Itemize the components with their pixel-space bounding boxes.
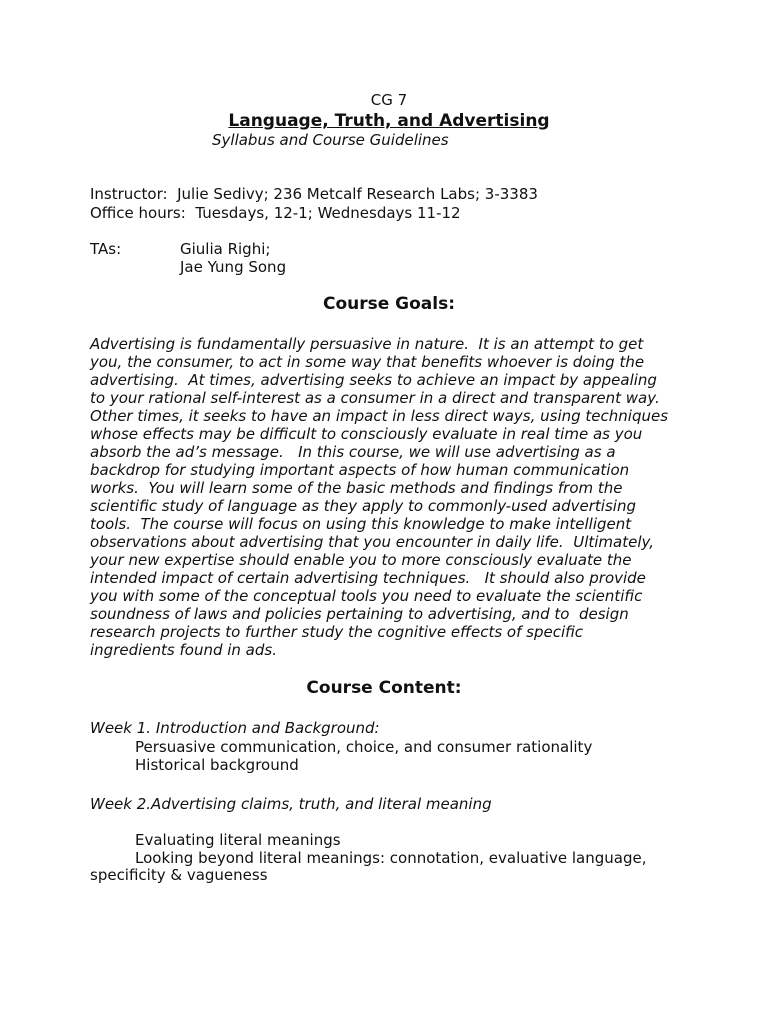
paragraph-line: you, the consumer, to act in some way that benefits whoever is doing the bbox=[90, 353, 645, 371]
paragraph-line: Other times, it seeks to have an impact in less direct ways, using techniques bbox=[90, 407, 669, 425]
week-2-item: Looking beyond literal meanings: connotation, evaluative language, bbox=[135, 849, 647, 867]
week-2-item: Evaluating literal meanings bbox=[135, 831, 341, 849]
course-goals-heading: Course Goals: bbox=[322, 294, 456, 314]
paragraph-line: your new expertise should enable you to more consciously evaluate the bbox=[90, 551, 632, 569]
instructor-label: Instructor: bbox=[90, 185, 168, 203]
paragraph-line: intended impact of certain advertising techniques. It should also provide bbox=[90, 569, 646, 587]
paragraph-line: ingredients found in ads. bbox=[90, 641, 277, 659]
instructor-line bbox=[90, 185, 538, 203]
ta-name: Jae Yung Song bbox=[180, 258, 287, 276]
week-1-title: Week 1. Introduction and Background: bbox=[90, 719, 380, 737]
paragraph-line: backdrop for studying important aspects of how human communication bbox=[90, 461, 630, 479]
paragraph-line: tools. The course will focus on using this knowledge to make intelligent bbox=[90, 515, 632, 533]
paragraph-line: research projects to further study the cognitive effects of specific bbox=[90, 623, 584, 641]
office-hours-line bbox=[90, 204, 461, 222]
paragraph-line: observations about advertising that you encounter in daily life. Ultimately, bbox=[90, 533, 654, 551]
paragraph-line: scientific study of language as they apply to commonly-used advertising bbox=[90, 497, 636, 515]
week-1-item: Historical background bbox=[135, 756, 299, 774]
course-goals-paragraph bbox=[90, 335, 690, 659]
course-content-heading: Course Content: bbox=[306, 678, 462, 698]
paragraph-line: to your rational self-interest as a consumer in a direct and transparent way. bbox=[90, 389, 660, 407]
tas-label: TAs: bbox=[90, 240, 122, 258]
paragraph-line: advertising. At times, advertising seeks to achieve an impact by appealing bbox=[90, 371, 657, 389]
week-2-title: Week 2.Advertising claims, truth, and literal meaning bbox=[90, 795, 492, 813]
paragraph-line: you with some of the conceptual tools you need to evaluate the scientific bbox=[90, 587, 643, 605]
paragraph-line: soundness of laws and policies pertaining to advertising, and to design bbox=[90, 605, 629, 623]
course-code: CG 7 bbox=[370, 91, 408, 109]
paragraph-line: Advertising is fundamentally persuasive in nature. It is an attempt to get bbox=[90, 335, 644, 353]
week-1-item: Persuasive communication, choice, and consumer rationality bbox=[135, 738, 593, 756]
ta-name: Giulia Righi; bbox=[180, 240, 271, 258]
paragraph-line: whose effects may be difficult to consciously evaluate in real time as you bbox=[90, 425, 643, 443]
office-hours-value: Tuesdays, 12-1; Wednesdays 11-12 bbox=[195, 204, 461, 222]
paragraph-line: works. You will learn some of the basic methods and findings from the bbox=[90, 479, 623, 497]
office-hours-label: Office hours: bbox=[90, 204, 186, 222]
week-2-item-continuation: specificity & vagueness bbox=[90, 866, 268, 884]
instructor-value: Julie Sedivy; 236 Metcalf Research Labs; 3-3383 bbox=[177, 185, 538, 203]
course-subtitle: Syllabus and Course Guidelines bbox=[212, 131, 449, 149]
paragraph-line: absorb the ad’s message. In this course, we will use advertising as a bbox=[90, 443, 616, 461]
course-title: Language, Truth, and Advertising bbox=[228, 111, 550, 131]
